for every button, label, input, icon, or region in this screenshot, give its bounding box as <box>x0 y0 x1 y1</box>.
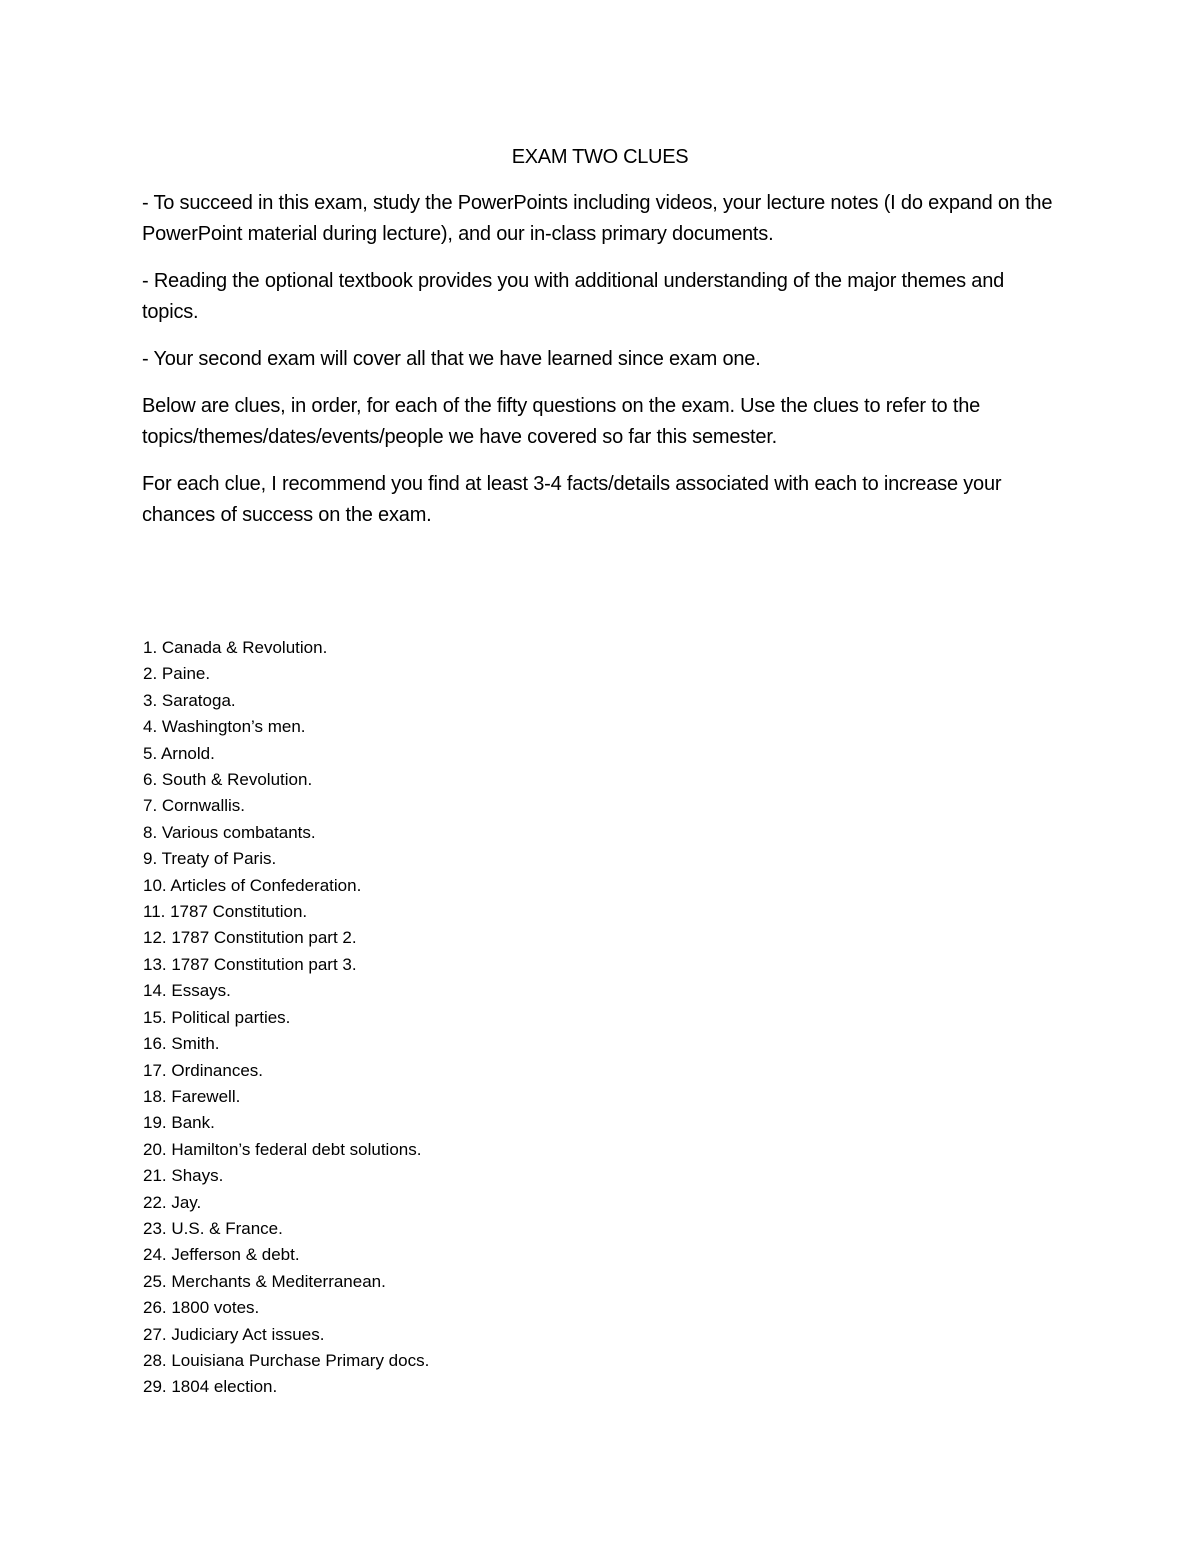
clue-item: 3. Saratoga. <box>143 690 236 710</box>
instruction-paragraph: - Your second exam will cover all that we have learned since exam one. <box>142 348 761 370</box>
clue-item: 15. Political parties. <box>143 1007 291 1027</box>
clue-item: 2. Paine. <box>143 664 211 684</box>
clue-item: 10. Articles of Confederation. <box>143 875 362 895</box>
clue-item: 25. Merchants & Mediterranean. <box>143 1271 386 1291</box>
clue-item: 16. Smith. <box>143 1034 220 1054</box>
clue-item: 5. Arnold. <box>143 743 215 763</box>
clue-item: 13. 1787 Constitution part 3. <box>143 954 357 974</box>
clue-item: 18. Farewell. <box>143 1086 241 1106</box>
clue-item: 20. Hamilton’s federal debt solutions. <box>143 1139 422 1159</box>
clue-list <box>143 635 943 1401</box>
clue-item: 21. Shays. <box>143 1166 224 1186</box>
document-title: EXAM TWO CLUES <box>511 146 689 168</box>
clue-item: 23. U.S. & France. <box>143 1218 283 1238</box>
clue-item: 4. Washington’s men. <box>143 717 306 737</box>
clue-item: 9. Treaty of Paris. <box>143 849 277 869</box>
clue-item: 28. Louisiana Purchase Primary docs. <box>143 1350 430 1370</box>
instruction-paragraph: For each clue, I recommend you find at least 3-4 facts/details associated with each to increase your chances of success on the exam. <box>142 473 1002 526</box>
clue-item: 8. Various combatants. <box>143 822 316 842</box>
clue-item: 27. Judiciary Act issues. <box>143 1324 325 1344</box>
instruction-paragraph: - Reading the optional textbook provides you with additional understanding of the major themes and topics. <box>142 270 1005 323</box>
instructions-section <box>142 188 1062 547</box>
clue-item: 1. Canada & Revolution. <box>143 638 328 657</box>
clue-item: 6. South & Revolution. <box>143 770 313 790</box>
clue-item: 12. 1787 Constitution part 2. <box>143 928 357 948</box>
clue-item: 17. Ordinances. <box>143 1060 264 1080</box>
clue-item: 14. Essays. <box>143 981 231 1001</box>
clue-item: 11. 1787 Constitution. <box>143 902 308 922</box>
clue-item: 7. Cornwallis. <box>143 796 246 816</box>
clue-item: 26. 1800 votes. <box>143 1298 260 1318</box>
clue-item: 22. Jay. <box>143 1192 202 1212</box>
clue-item: 24. Jefferson & debt. <box>143 1245 300 1265</box>
clue-item: 29. 1804 election. <box>143 1377 278 1397</box>
instruction-paragraph: - To succeed in this exam, study the PowerPoints including videos, your lecture notes (I do expand on the PowerPoint material during lecture), and our in-class primary documents. <box>142 192 1053 245</box>
clue-item: 19. Bank. <box>143 1113 215 1133</box>
instruction-paragraph: Below are clues, in order, for each of the fifty questions on the exam. Use the clues to refer to the topics/themes/dates/events/people we have covered so far this semester. <box>142 395 981 448</box>
